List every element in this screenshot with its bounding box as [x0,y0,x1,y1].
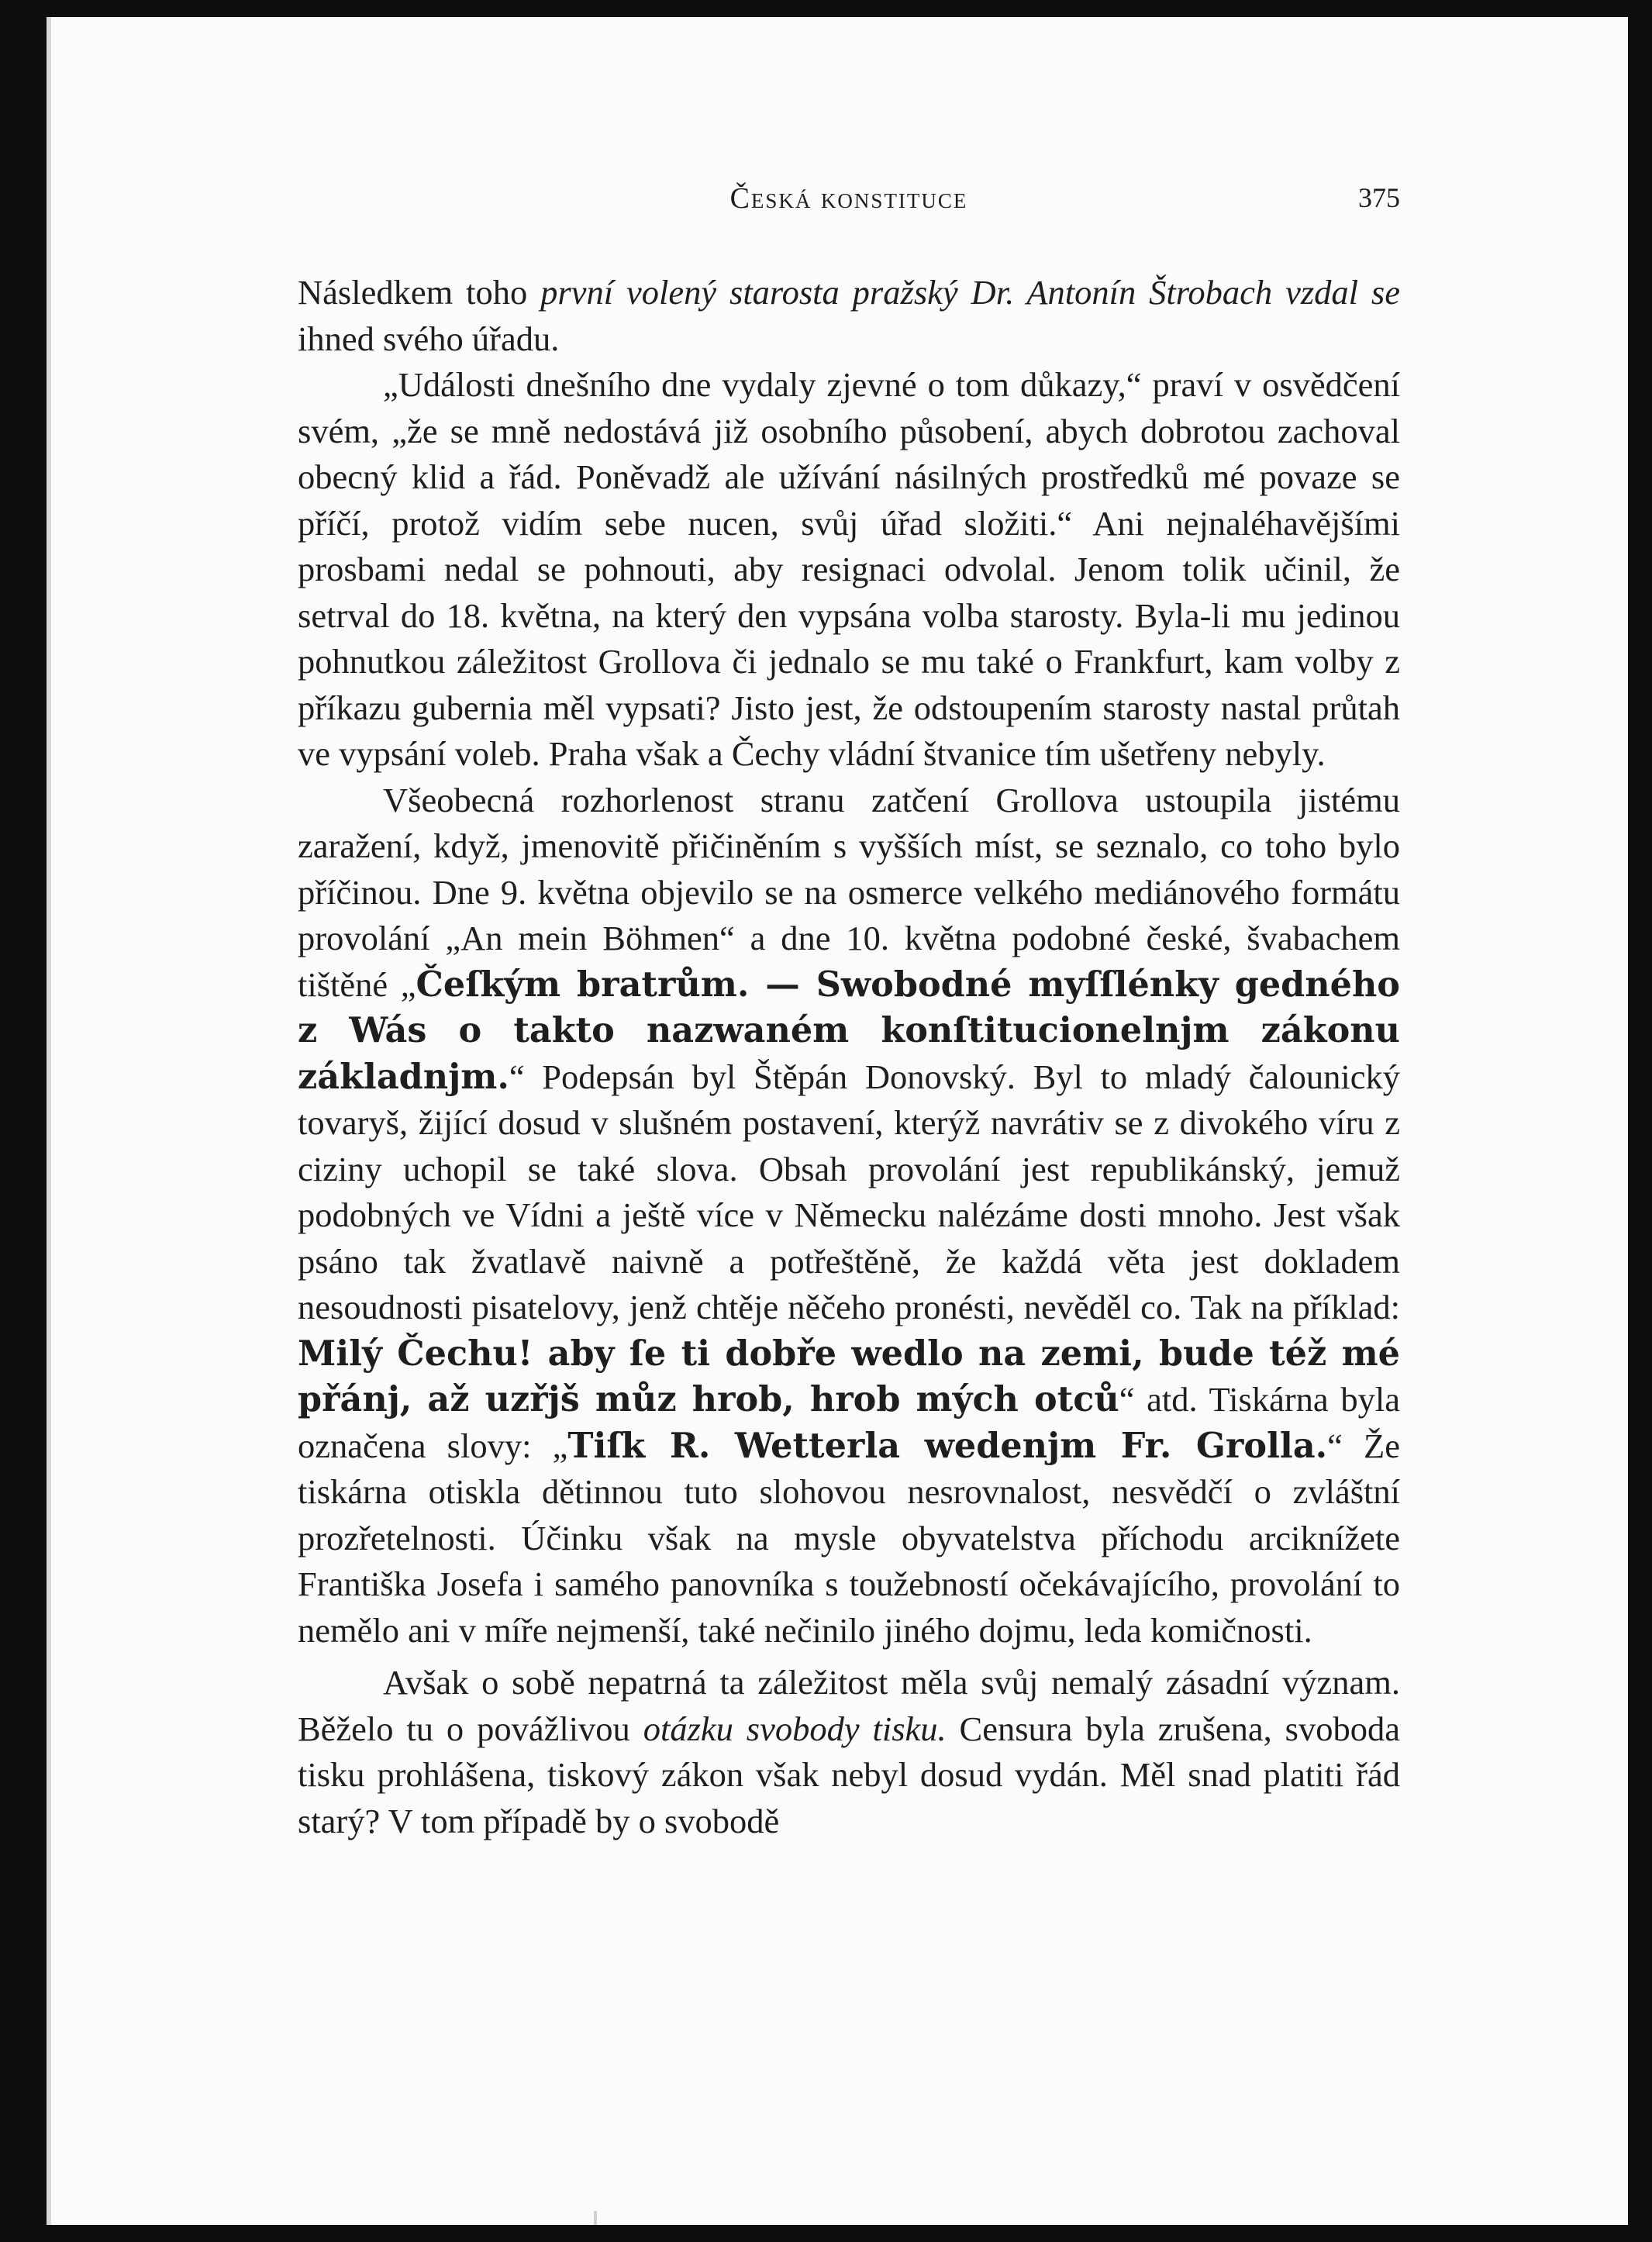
paragraph-3 [298,778,1400,1654]
running-title: Česká konstituce [729,182,968,215]
text-run: Všeobecná rozhorlenost stranu zatčení Grollova ustoupila jistému zaražení, když, jmenovitě přičiněním s vyšších míst, se seznalo, co toho bylo příčinou. Dne 9. května objevilo se na osmerce velkého mediánového formátu provolání „An mein Böhmen“ a dne 10. května podobné české, švabachem tištěné „ [298,780,1400,1004]
scan-artifact [594,2211,597,2225]
text-run: ihned svého úřadu. [298,319,560,358]
page-body [298,270,1400,1844]
page-header [298,181,1400,228]
italic-run: první volený starosta pražský Dr. Antonín Štrobach vzdal se [540,273,1400,312]
fraktur-quote: Čeſkým bratrům. — Swobodné myſſlénky gedného z Wás o takto nazwaném konſtitucionelnjm zákonu základnjm. [298,964,1400,1097]
book-page [47,17,1628,2225]
italic-run: otázku svobody tisku. [643,1709,947,1748]
text-run: “ atd. Tiskárna byla označena slovy: „ [298,1380,1400,1465]
text-run: Následkem toho [298,273,541,312]
paragraph-2 [298,362,1400,778]
text-run: Censura byla zrušena, svoboda tisku prohlášena, tiskový zákon však nebyl dosud vydán. Měl snad platiti řád starý? V tom případě by o svobodě [298,1709,1400,1840]
text-run: Avšak o sobě nepatrná ta záležitost měla svůj nemalý zásadní význam. Běželo tu o povážlivou [298,1663,1400,1748]
fraktur-quote: Milý Čechu! aby ſe ti dobře wedlo na zemi, bude též mé přánj, až uzřjš můz hrob, hrob mých otců [298,1333,1400,1419]
text-run: “ Podepsán byl Štěpán Donovský. Byl to mladý čalounický tovaryš, žijící dosud v slušném postavení, kterýž navrátiv se z divokého víru z ciziny uchopil se také slova. Obsah provolání jest republikánský, jemuž podobných ve Vídni a ještě více v Německu nalézáme dosti mnoho. Jest však psáno tak žvatlavě naivně a potřeštěně, že každá věta jest dokladem nesoudnosti pisatelovy, jenž chtěje něčeho pronésti, nevěděl co. Tak na příklad: [298,1057,1400,1326]
text-run: “ Že tiskárna otiskla dětinnou tuto slohovou nesrovnalost, nesvědčí o zvláštní prozřetelnosti. Účinku však na mysle obyvatelstva příchodu arciknížete Františka Josefa i samého panovníka s toužebností očekávajícího, provolání to nemělo ani v míře nejmenší, také nečinilo jiného dojmu, leda komičnosti. [298,1426,1400,1650]
text-run: „Události dnešního dne vydaly zjevné o tom důkazy,“ praví v osvědčení svém, „že se mně nedostává již osobního působení, abych dobrotou zachoval obecný klid a řád. Poněvadž ale užívání násilných prostředků mé povaze se příčí, protož vidím sebe nucen, svůj úřad složiti.“ Ani nejnaléhavějšími prosbami nedal se pohnouti, aby resignaci odvolal. Jenom tolik učinil, že setrval do 18. května, na který den vypsána volba starosty. Byla-li mu jedinou pohnutkou záležitost Grollova či jednalo se mu také o Frankfurt, kam volby z příkazu gubernia měl vypsati? Jisto jest, že odstoupením starosty nastal průtah ve vypsání voleb. Praha však a Čechy vládní štvanice tím ušetřeny nebyly. [298,365,1400,773]
paragraph-1 [298,270,1400,362]
fraktur-quote: Tiſk R. Wetterla wedenjm Fr. Grolla. [567,1425,1328,1466]
page-number: 375 [1358,182,1400,213]
paragraph-4 [298,1660,1400,1844]
